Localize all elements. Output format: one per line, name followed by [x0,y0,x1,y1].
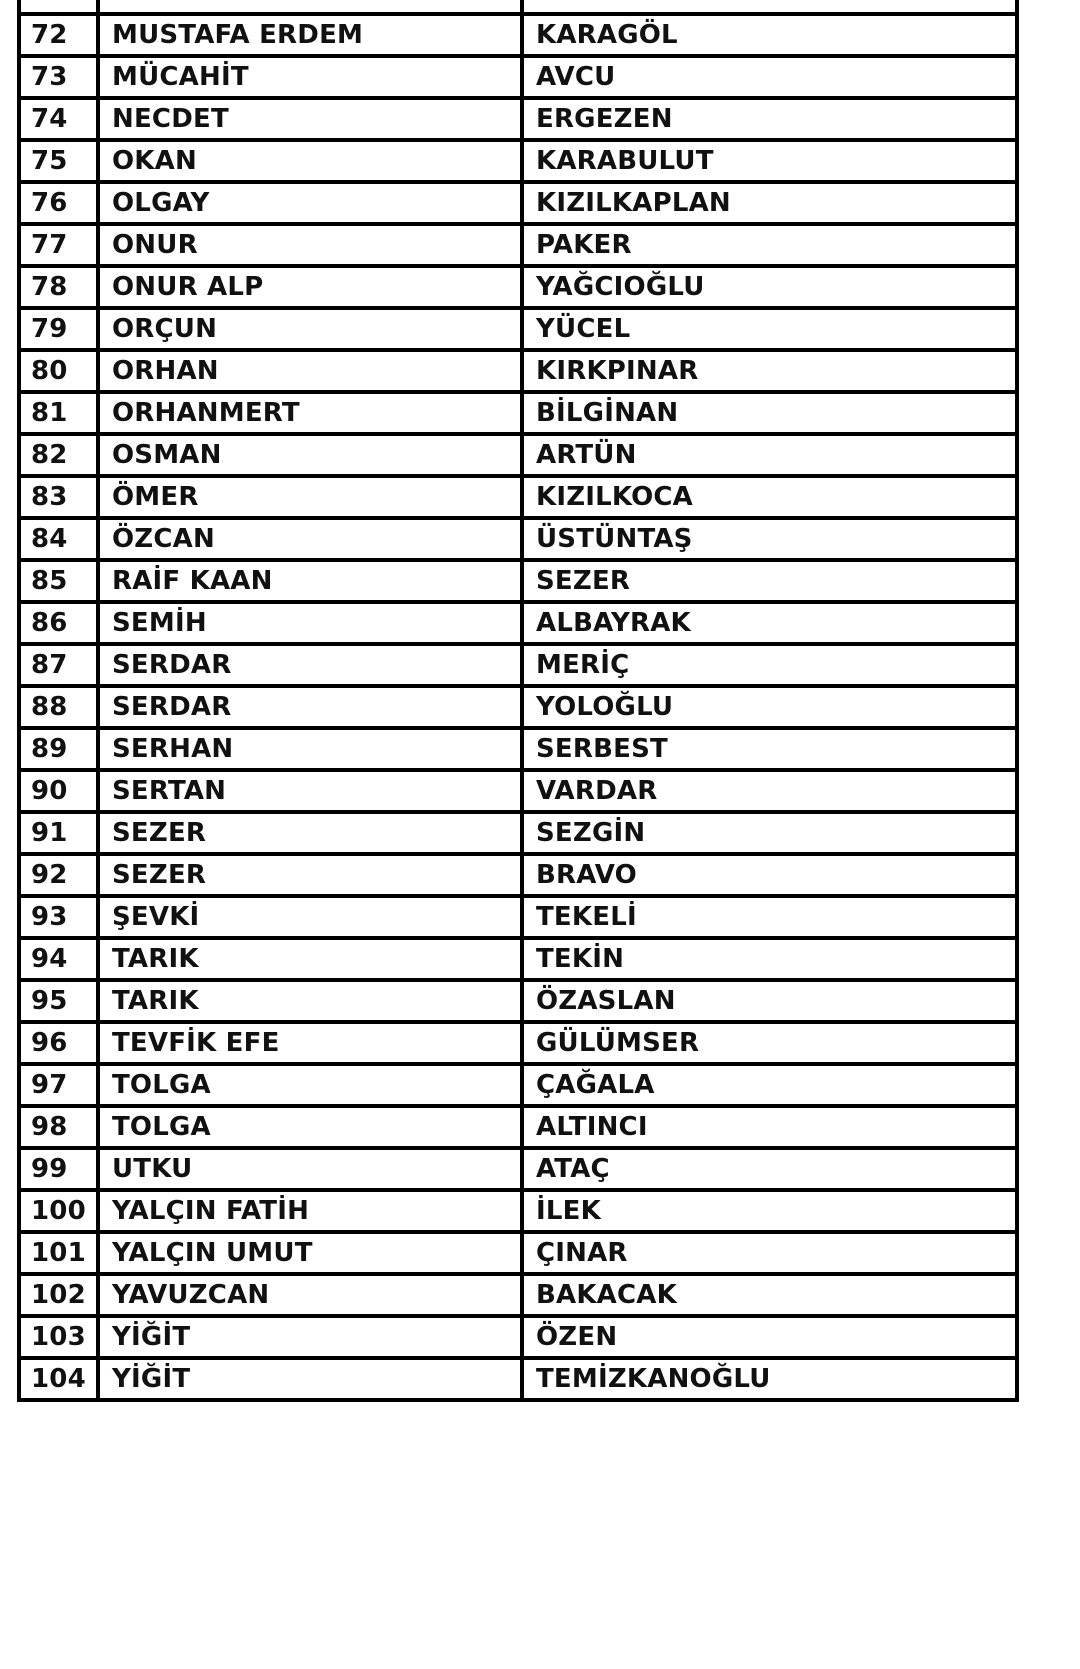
table-row [19,938,1017,980]
first-name-cell: UTKU [98,1148,522,1190]
row-number-cell: 84 [19,518,98,560]
row-number-cell: 95 [19,980,98,1022]
table-row [19,980,1017,1022]
first-name-cell: RAİF KAAN [98,560,522,602]
last-name-cell: BİLGİNAN [522,392,1017,434]
row-number-cell: 103 [19,1316,98,1358]
last-name-cell: TEKELİ [522,896,1017,938]
last-name-cell: AVCU [522,56,1017,98]
last-name-cell: KARAGÖL [522,14,1017,56]
row-number-cell: 75 [19,140,98,182]
last-name-cell: ÇINAR [522,1232,1017,1274]
last-name-cell: ERGEZEN [522,98,1017,140]
table-row [19,182,1017,224]
row-number-cell: 87 [19,644,98,686]
first-name-cell: YİĞİT [98,1358,522,1400]
last-name-cell: TEMİZKANOĞLU [522,1358,1017,1400]
last-name-cell: VARDAR [522,770,1017,812]
table-row [19,518,1017,560]
first-name-cell: TOLGA [98,1064,522,1106]
name-list-sheet [17,0,1015,1402]
table-row [19,1316,1017,1358]
row-number-cell: 100 [19,1190,98,1232]
last-name-cell: YÜCEL [522,308,1017,350]
table-row [19,602,1017,644]
last-name-cell: BAKACAK [522,1274,1017,1316]
last-name-cell: ARTÜN [522,434,1017,476]
table-row [19,728,1017,770]
row-number-cell: 83 [19,476,98,518]
row-number-cell: 89 [19,728,98,770]
first-name-cell: OSMAN [98,434,522,476]
row-number-cell: 72 [19,14,98,56]
last-name-cell: ATAÇ [522,1148,1017,1190]
last-name-cell: SERBEST [522,728,1017,770]
first-name-cell: SERTAN [98,770,522,812]
first-name-cell: TOLGA [98,1106,522,1148]
first-name-cell: ORÇUN [98,308,522,350]
row-number-cell: 82 [19,434,98,476]
table-row [19,1274,1017,1316]
row-number-cell: 98 [19,1106,98,1148]
row-number-cell: 94 [19,938,98,980]
last-name-cell: İLEK [522,1190,1017,1232]
first-name-cell: SEZER [98,812,522,854]
row-number-cell: 73 [19,56,98,98]
last-name-cell [522,0,1017,14]
first-name-cell: ORHANMERT [98,392,522,434]
table-row [19,854,1017,896]
row-number-cell: 93 [19,896,98,938]
row-number-cell: 97 [19,1064,98,1106]
last-name-cell: GÜLÜMSER [522,1022,1017,1064]
table-row [19,140,1017,182]
first-name-cell: NECDET [98,98,522,140]
first-name-cell: SERDAR [98,686,522,728]
last-name-cell: SEZGİN [522,812,1017,854]
last-name-cell: ÖZASLAN [522,980,1017,1022]
first-name-cell: OKAN [98,140,522,182]
table-row [19,1148,1017,1190]
row-number-cell: 78 [19,266,98,308]
table-row [19,350,1017,392]
first-name-cell: YAVUZCAN [98,1274,522,1316]
first-name-cell: ONUR ALP [98,266,522,308]
table-row [19,224,1017,266]
first-name-cell: TARIK [98,938,522,980]
first-name-cell: MUSTAFA ERDEM [98,14,522,56]
name-list-table [17,0,1019,1402]
table-row [19,1106,1017,1148]
row-number-cell: 102 [19,1274,98,1316]
row-number-cell: 76 [19,182,98,224]
first-name-cell: ŞEVKİ [98,896,522,938]
table-row [19,896,1017,938]
row-number-cell: 104 [19,1358,98,1400]
row-number-cell: 99 [19,1148,98,1190]
row-number-cell: 80 [19,350,98,392]
table-row [19,686,1017,728]
row-number-cell [19,0,98,14]
row-number-cell: 91 [19,812,98,854]
first-name-cell: TARIK [98,980,522,1022]
table-row [19,1358,1017,1400]
first-name-cell: SERDAR [98,644,522,686]
first-name-cell: ONUR [98,224,522,266]
row-number-cell: 88 [19,686,98,728]
last-name-cell: ÖZEN [522,1316,1017,1358]
table-row [19,14,1017,56]
row-number-cell: 85 [19,560,98,602]
row-number-cell: 90 [19,770,98,812]
first-name-cell: SERHAN [98,728,522,770]
table-row [19,1064,1017,1106]
first-name-cell [98,0,522,14]
last-name-cell: ÜSTÜNTAŞ [522,518,1017,560]
row-number-cell: 81 [19,392,98,434]
table-row [19,56,1017,98]
last-name-cell: KIRKPINAR [522,350,1017,392]
table-row [19,560,1017,602]
first-name-cell: MÜCAHİT [98,56,522,98]
first-name-cell: ÖZCAN [98,518,522,560]
last-name-cell: ÇAĞALA [522,1064,1017,1106]
row-number-cell: 96 [19,1022,98,1064]
last-name-cell: SEZER [522,560,1017,602]
last-name-cell: YAĞCIOĞLU [522,266,1017,308]
table-row [19,308,1017,350]
row-number-cell: 101 [19,1232,98,1274]
table-row [19,1022,1017,1064]
table-row-partial [19,0,1017,14]
last-name-cell: MERİÇ [522,644,1017,686]
last-name-cell: PAKER [522,224,1017,266]
row-number-cell: 74 [19,98,98,140]
first-name-cell: ÖMER [98,476,522,518]
last-name-cell: ALBAYRAK [522,602,1017,644]
row-number-cell: 86 [19,602,98,644]
first-name-cell: TEVFİK EFE [98,1022,522,1064]
last-name-cell: KIZILKAPLAN [522,182,1017,224]
first-name-cell: SEMİH [98,602,522,644]
table-row [19,1232,1017,1274]
row-number-cell: 79 [19,308,98,350]
row-number-cell: 77 [19,224,98,266]
table-row [19,476,1017,518]
last-name-cell: BRAVO [522,854,1017,896]
last-name-cell: TEKİN [522,938,1017,980]
table-row [19,392,1017,434]
last-name-cell: KIZILKOCA [522,476,1017,518]
first-name-cell: OLGAY [98,182,522,224]
last-name-cell: ALTINCI [522,1106,1017,1148]
first-name-cell: YİĞİT [98,1316,522,1358]
row-number-cell: 92 [19,854,98,896]
table-row [19,434,1017,476]
last-name-cell: YOLOĞLU [522,686,1017,728]
first-name-cell: YALÇIN UMUT [98,1232,522,1274]
last-name-cell: KARABULUT [522,140,1017,182]
table-row [19,266,1017,308]
name-list-body [19,0,1017,1400]
table-row [19,770,1017,812]
table-row [19,812,1017,854]
first-name-cell: ORHAN [98,350,522,392]
table-row [19,98,1017,140]
first-name-cell: YALÇIN FATİH [98,1190,522,1232]
table-row [19,1190,1017,1232]
table-row [19,644,1017,686]
first-name-cell: SEZER [98,854,522,896]
